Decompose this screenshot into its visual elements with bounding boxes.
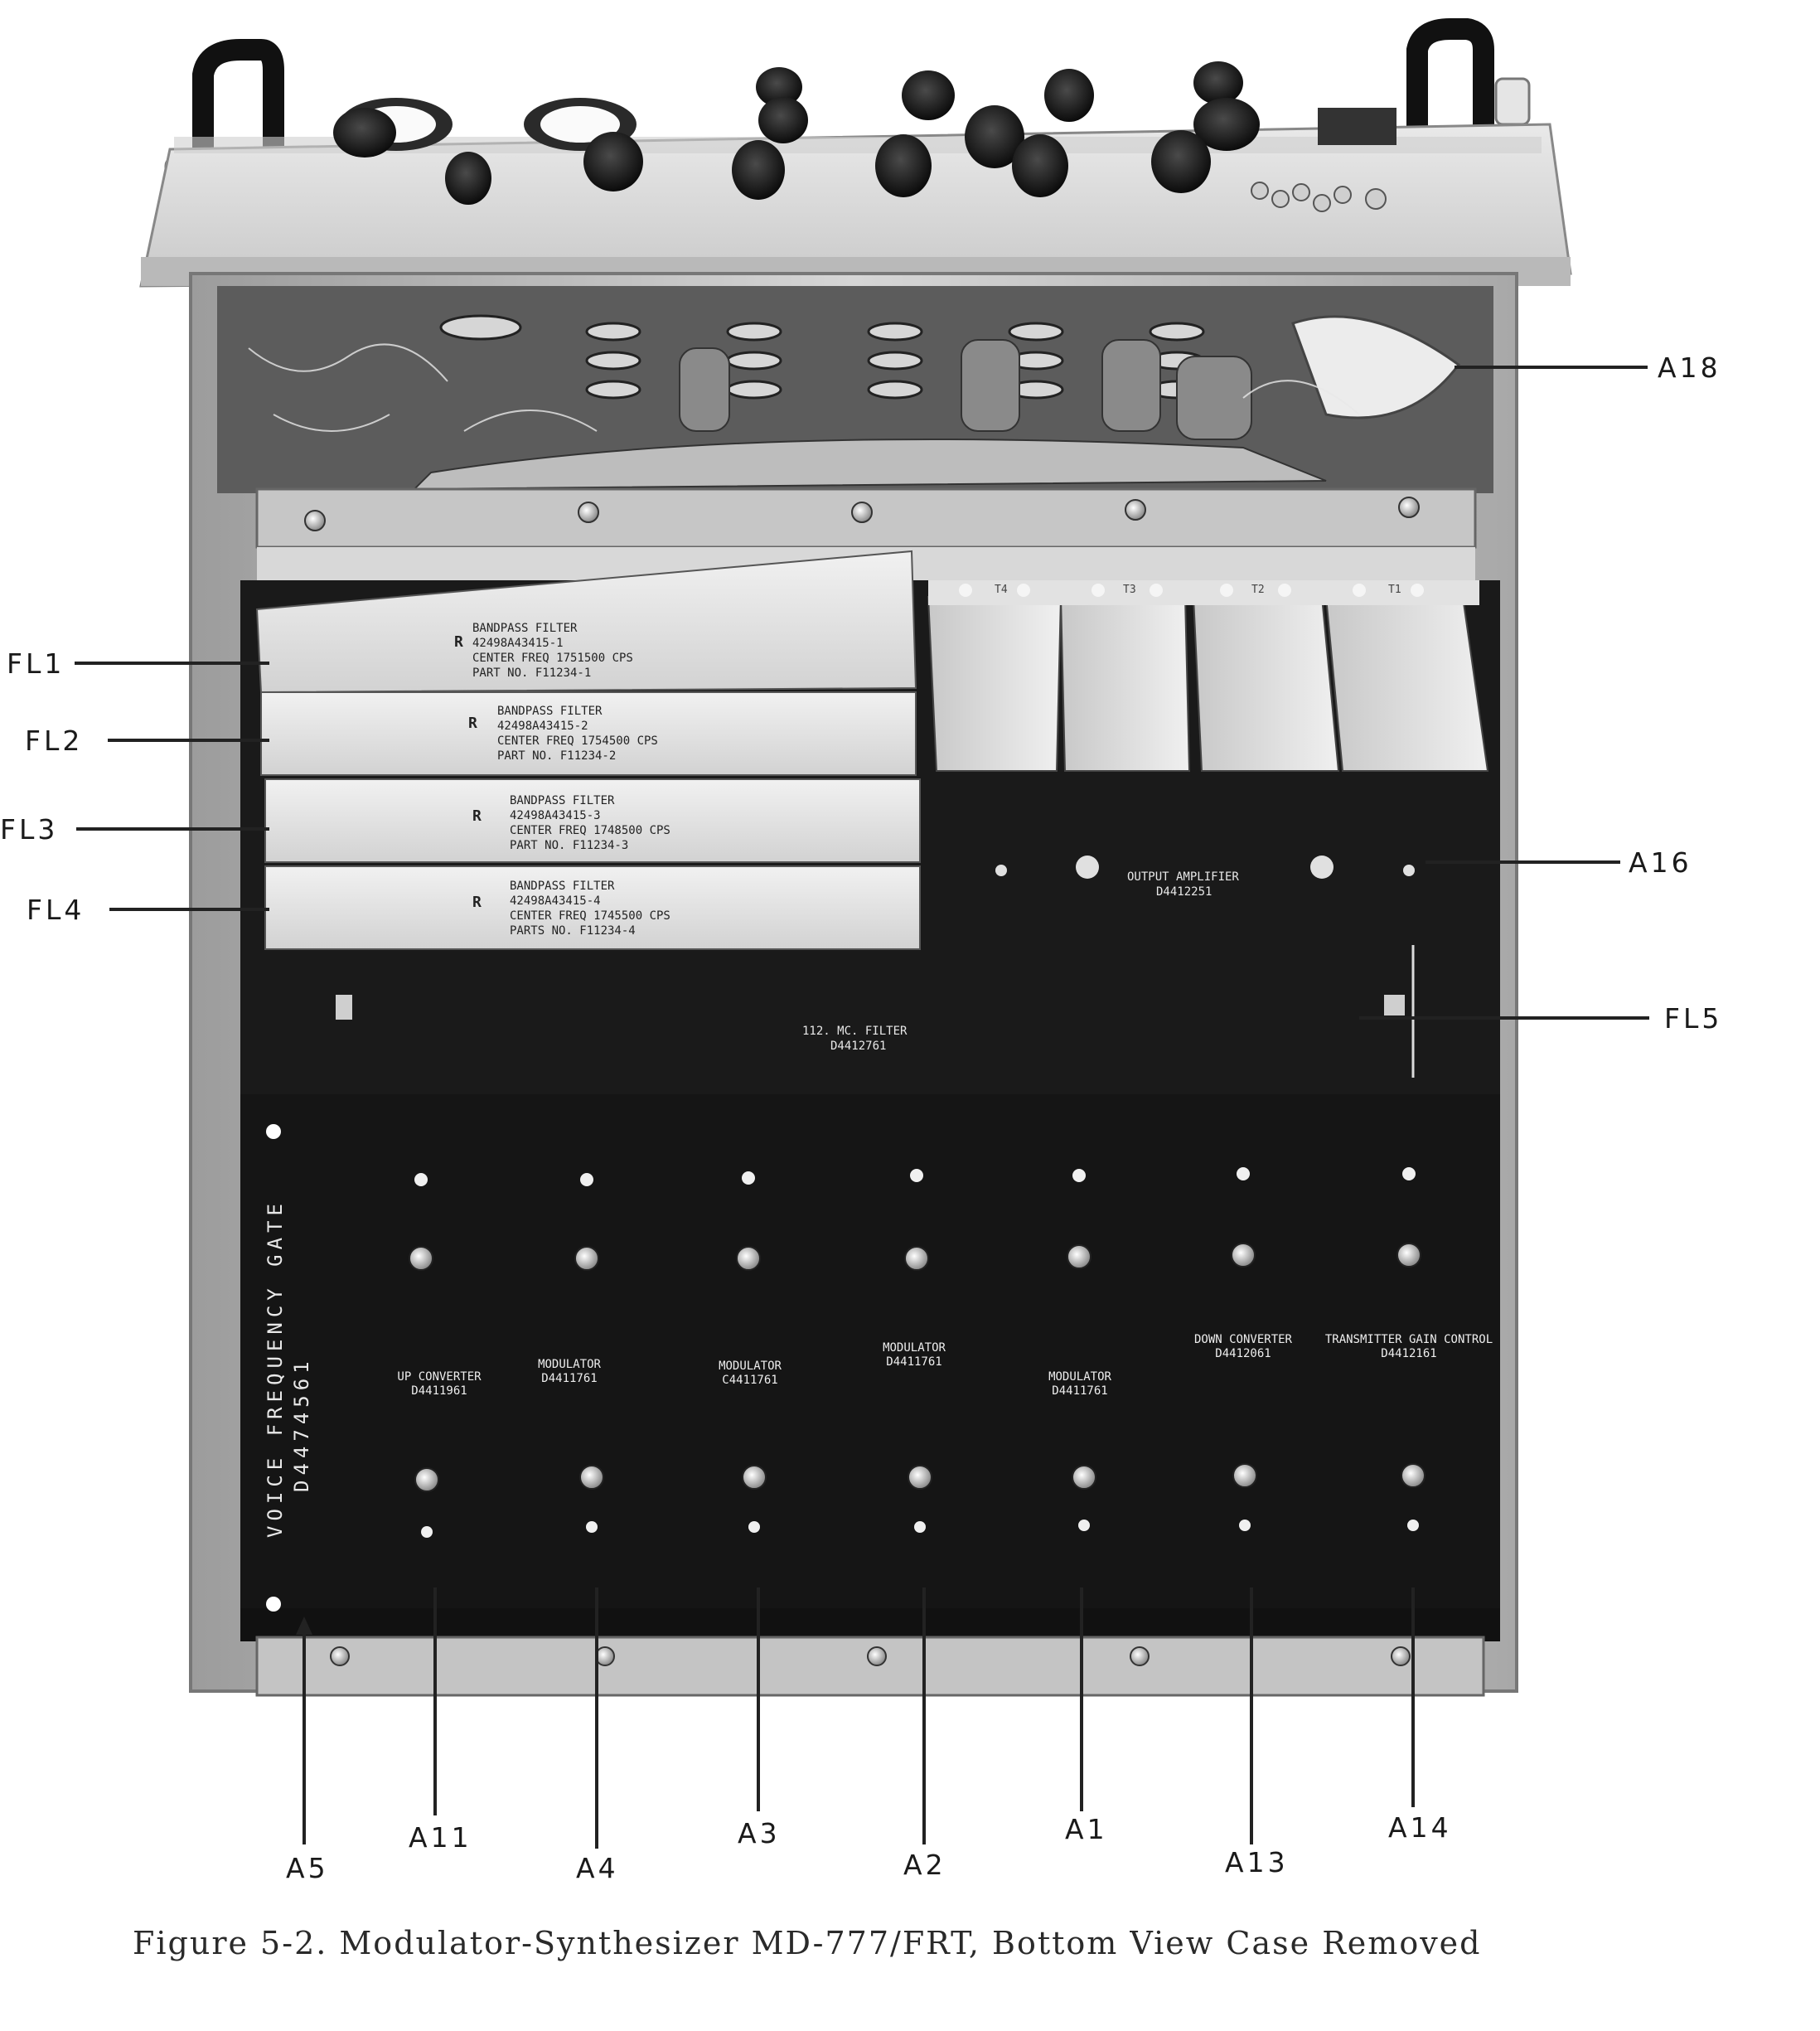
module-number: C4411761 xyxy=(722,1374,778,1387)
filter-part: PART NO. F11234-1 xyxy=(472,666,592,680)
callout-a1: A1 xyxy=(1065,1813,1108,1845)
svg-text:R: R xyxy=(468,715,477,732)
filter-fl2 xyxy=(261,692,916,775)
filter-part: PARTS NO. F11234-4 xyxy=(510,924,636,938)
svg-text:R: R xyxy=(472,894,482,911)
callout-a5: A5 xyxy=(286,1852,329,1884)
vfg-number: D4474561 xyxy=(290,1356,313,1492)
module-name: MODULATOR xyxy=(883,1341,946,1355)
callout-a11: A11 xyxy=(409,1821,472,1854)
filter-freq: CENTER FREQ 1745500 CPS xyxy=(510,909,670,923)
filter-freq: CENTER FREQ 1748500 CPS xyxy=(510,824,670,837)
module-number: D4411761 xyxy=(1052,1384,1108,1398)
svg-text:R: R xyxy=(472,807,482,825)
callout-a2: A2 xyxy=(903,1849,946,1881)
callout-fl2: FL2 xyxy=(25,725,84,757)
transformer-label: T3 xyxy=(1123,584,1136,596)
transformer-cans xyxy=(928,580,1488,771)
output-amplifier-label: OUTPUT AMPLIFIER xyxy=(1127,870,1239,884)
callout-a16: A16 xyxy=(1629,846,1692,879)
mc-filter-label: 112. MC. FILTER xyxy=(802,1025,908,1038)
filter-title: BANDPASS FILTER xyxy=(497,705,603,718)
filter-number: 42498A43415-4 xyxy=(510,894,601,908)
callout-a14: A14 xyxy=(1388,1811,1452,1844)
callout-fl5: FL5 xyxy=(1664,1002,1723,1035)
module-name: MODULATOR xyxy=(1048,1370,1111,1384)
mc-filter-number: D4412761 xyxy=(830,1040,887,1053)
module-number: D4411761 xyxy=(541,1372,598,1385)
callout-a3: A3 xyxy=(738,1817,781,1849)
filter-number: 42498A43415-3 xyxy=(510,809,601,822)
filter-title: BANDPASS FILTER xyxy=(472,622,578,635)
module-number: D4412061 xyxy=(1215,1347,1271,1360)
output-amplifier-number: D4412251 xyxy=(1156,885,1213,899)
callout-fl1: FL1 xyxy=(7,647,65,680)
module-name: TRANSMITTER GAIN CONTROL xyxy=(1324,1333,1493,1346)
filter-fl4 xyxy=(265,866,920,949)
transformer-label: T4 xyxy=(995,584,1008,596)
callout-a13: A13 xyxy=(1225,1846,1289,1878)
filter-freq: CENTER FREQ 1751500 CPS xyxy=(472,652,633,665)
filter-freq: CENTER FREQ 1754500 CPS xyxy=(497,734,658,748)
callout-fl4: FL4 xyxy=(27,894,85,926)
callout-fl3: FL3 xyxy=(0,813,59,846)
transformer-label: T2 xyxy=(1251,584,1265,596)
svg-text:R: R xyxy=(454,633,463,651)
transformer-label: T1 xyxy=(1388,584,1401,596)
module-number: D4412161 xyxy=(1381,1347,1437,1360)
filter-number: 42498A43415-2 xyxy=(497,720,588,733)
module-number: D4411961 xyxy=(411,1384,467,1398)
filter-title: BANDPASS FILTER xyxy=(510,880,615,893)
module-name: DOWN CONVERTER xyxy=(1193,1333,1293,1346)
module-name: UP CONVERTER xyxy=(397,1370,482,1384)
filter-fl3 xyxy=(265,779,920,862)
filter-title: BANDPASS FILTER xyxy=(510,794,615,807)
filter-part: PART NO. F11234-3 xyxy=(510,839,629,852)
callout-a18: A18 xyxy=(1658,351,1721,384)
filter-part: PART NO. F11234-2 xyxy=(497,749,617,763)
bandpass-filters xyxy=(257,551,920,949)
module-name: MODULATOR xyxy=(538,1358,601,1371)
module-number: D4411761 xyxy=(886,1355,942,1369)
module-name: MODULATOR xyxy=(719,1360,782,1373)
vfg-label: VOICE FREQUENCY GATE xyxy=(264,1199,287,1538)
filter-number: 42498A43415-1 xyxy=(472,637,564,650)
callout-a4: A4 xyxy=(576,1852,619,1884)
figure-caption: Figure 5-2. Modulator-Synthesizer MD-777/FRT, Bottom View Case Removed xyxy=(133,1925,1482,1961)
